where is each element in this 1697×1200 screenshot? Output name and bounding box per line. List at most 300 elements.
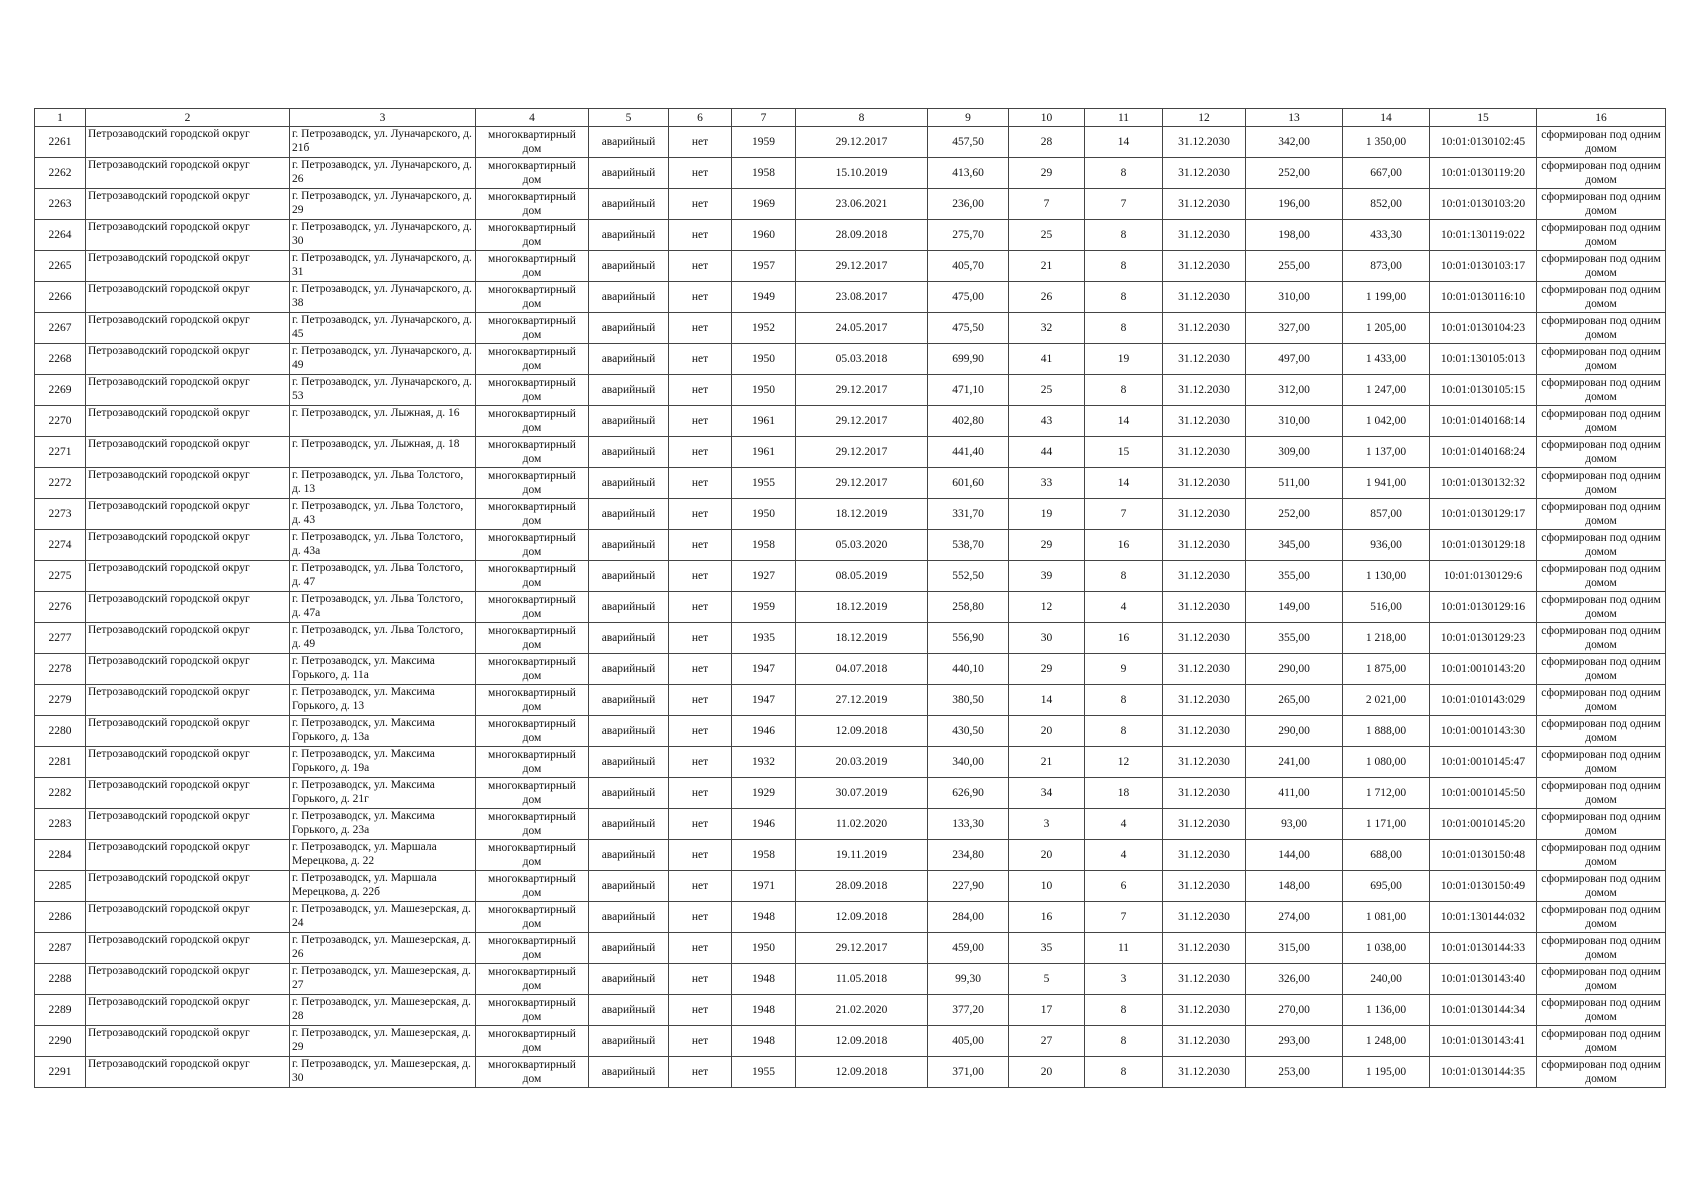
table-cell-col-9: 405,70 <box>928 251 1009 282</box>
table-cell-col-8: 12.09.2018 <box>796 1057 928 1088</box>
table-cell-col-1: 2283 <box>35 809 86 840</box>
table-cell-col-6: нет <box>669 313 732 344</box>
table-cell-col-8: 29.12.2017 <box>796 933 928 964</box>
table-cell-col-2: Петрозаводский городской округ <box>86 220 290 251</box>
table-cell-col-10: 14 <box>1009 685 1085 716</box>
table-cell-col-9: 430,50 <box>928 716 1009 747</box>
table-cell-col-8: 27.12.2019 <box>796 685 928 716</box>
table-cell-col-14: 2 021,00 <box>1343 685 1430 716</box>
table-cell-col-1: 2277 <box>35 623 86 654</box>
table-cell-col-6: нет <box>669 499 732 530</box>
table-cell-col-13: 497,00 <box>1246 344 1343 375</box>
table-cell-col-4: многоквартирный дом <box>476 747 589 778</box>
table-cell-col-16: сформирован под одним домом <box>1537 220 1666 251</box>
table-cell-col-4: многоквартирный дом <box>476 282 589 313</box>
table-cell-col-9: 331,70 <box>928 499 1009 530</box>
table-cell-col-3: г. Петрозаводск, ул. Луначарского, д. 29 <box>290 189 476 220</box>
column-header-3: 3 <box>290 109 476 127</box>
table-cell-col-14: 1 433,00 <box>1343 344 1430 375</box>
column-header-13: 13 <box>1246 109 1343 127</box>
table-cell-col-12: 31.12.2030 <box>1163 561 1246 592</box>
table-cell-col-13: 270,00 <box>1246 995 1343 1026</box>
table-cell-col-13: 196,00 <box>1246 189 1343 220</box>
table-cell-col-8: 21.02.2020 <box>796 995 928 1026</box>
table-cell-col-16: сформирован под одним домом <box>1537 499 1666 530</box>
table-cell-col-1: 2284 <box>35 840 86 871</box>
table-cell-col-5: аварийный <box>589 468 669 499</box>
table-cell-col-14: 695,00 <box>1343 871 1430 902</box>
table-cell-col-5: аварийный <box>589 530 669 561</box>
table-cell-col-3: г. Петрозаводск, ул. Луначарского, д. 26 <box>290 158 476 189</box>
table-cell-col-13: 255,00 <box>1246 251 1343 282</box>
table-cell-col-11: 8 <box>1085 995 1163 1026</box>
table-cell-col-11: 16 <box>1085 530 1163 561</box>
table-cell-col-3: г. Петрозаводск, ул. Льва Толстого, д. 47 <box>290 561 476 592</box>
table-cell-col-2: Петрозаводский городской округ <box>86 716 290 747</box>
table-cell-col-10: 29 <box>1009 158 1085 189</box>
table-cell-col-1: 2276 <box>35 592 86 623</box>
table-cell-col-8: 29.12.2017 <box>796 375 928 406</box>
table-cell-col-2: Петрозаводский городской округ <box>86 530 290 561</box>
table-cell-col-10: 7 <box>1009 189 1085 220</box>
table-cell-col-1: 2264 <box>35 220 86 251</box>
table-cell-col-10: 26 <box>1009 282 1085 313</box>
table-cell-col-12: 31.12.2030 <box>1163 809 1246 840</box>
table-cell-col-5: аварийный <box>589 654 669 685</box>
table-cell-col-15: 10:01:0140168:14 <box>1430 406 1537 437</box>
table-cell-col-12: 31.12.2030 <box>1163 685 1246 716</box>
table-cell-col-15: 10:01:0130129:16 <box>1430 592 1537 623</box>
table-cell-col-1: 2286 <box>35 902 86 933</box>
table-cell-col-15: 10:01:0130103:20 <box>1430 189 1537 220</box>
table-cell-col-1: 2280 <box>35 716 86 747</box>
table-cell-col-16: сформирован под одним домом <box>1537 127 1666 158</box>
table-body <box>35 127 1666 1088</box>
table-cell-col-13: 252,00 <box>1246 158 1343 189</box>
table-cell-col-4: многоквартирный дом <box>476 251 589 282</box>
table-cell-col-12: 31.12.2030 <box>1163 840 1246 871</box>
table-cell-col-3: г. Петрозаводск, ул. Лыжная, д. 18 <box>290 437 476 468</box>
table-row <box>35 716 1666 747</box>
table-cell-col-13: 355,00 <box>1246 623 1343 654</box>
column-header-11: 11 <box>1085 109 1163 127</box>
table-cell-col-3: г. Петрозаводск, ул. Маршала Мерецкова, д. 22б <box>290 871 476 902</box>
table-cell-col-14: 1 712,00 <box>1343 778 1430 809</box>
table-cell-col-6: нет <box>669 127 732 158</box>
table-cell-col-14: 1 042,00 <box>1343 406 1430 437</box>
table-cell-col-12: 31.12.2030 <box>1163 158 1246 189</box>
table-cell-col-9: 99,30 <box>928 964 1009 995</box>
table-cell-col-11: 9 <box>1085 654 1163 685</box>
table-cell-col-16: сформирован под одним домом <box>1537 561 1666 592</box>
table-cell-col-15: 10:01:0130104:23 <box>1430 313 1537 344</box>
table-cell-col-2: Петрозаводский городской округ <box>86 344 290 375</box>
table-cell-col-7: 1947 <box>732 654 796 685</box>
table-cell-col-15: 10:01:0130105:15 <box>1430 375 1537 406</box>
table-cell-col-5: аварийный <box>589 158 669 189</box>
table-cell-col-9: 275,70 <box>928 220 1009 251</box>
table-cell-col-12: 31.12.2030 <box>1163 468 1246 499</box>
table-cell-col-15: 10:01:0130102:45 <box>1430 127 1537 158</box>
table-cell-col-8: 24.05.2017 <box>796 313 928 344</box>
table-cell-col-13: 265,00 <box>1246 685 1343 716</box>
table-cell-col-4: многоквартирный дом <box>476 468 589 499</box>
table-cell-col-9: 258,80 <box>928 592 1009 623</box>
table-cell-col-13: 315,00 <box>1246 933 1343 964</box>
table-cell-col-7: 1952 <box>732 313 796 344</box>
table-cell-col-2: Петрозаводский городской округ <box>86 1026 290 1057</box>
table-row <box>35 654 1666 685</box>
table-cell-col-4: многоквартирный дом <box>476 437 589 468</box>
table-cell-col-10: 29 <box>1009 654 1085 685</box>
table-cell-col-3: г. Петрозаводск, ул. Луначарского, д. 31 <box>290 251 476 282</box>
table-cell-col-4: многоквартирный дом <box>476 499 589 530</box>
table-row <box>35 809 1666 840</box>
table-cell-col-2: Петрозаводский городской округ <box>86 685 290 716</box>
table-row <box>35 499 1666 530</box>
table-cell-col-16: сформирован под одним домом <box>1537 902 1666 933</box>
table-cell-col-6: нет <box>669 747 732 778</box>
table-cell-col-6: нет <box>669 530 732 561</box>
table-cell-col-9: 440,10 <box>928 654 1009 685</box>
table-row <box>35 902 1666 933</box>
table-cell-col-13: 93,00 <box>1246 809 1343 840</box>
table-cell-col-14: 667,00 <box>1343 158 1430 189</box>
table-cell-col-12: 31.12.2030 <box>1163 747 1246 778</box>
table-cell-col-13: 148,00 <box>1246 871 1343 902</box>
table-cell-col-10: 12 <box>1009 592 1085 623</box>
table-cell-col-9: 556,90 <box>928 623 1009 654</box>
table-cell-col-13: 326,00 <box>1246 964 1343 995</box>
table-cell-col-7: 1950 <box>732 499 796 530</box>
table-cell-col-5: аварийный <box>589 127 669 158</box>
table-cell-col-1: 2267 <box>35 313 86 344</box>
table-cell-col-7: 1959 <box>732 127 796 158</box>
table-cell-col-9: 441,40 <box>928 437 1009 468</box>
table-cell-col-8: 18.12.2019 <box>796 623 928 654</box>
table-cell-col-2: Петрозаводский городской округ <box>86 840 290 871</box>
table-cell-col-9: 471,10 <box>928 375 1009 406</box>
table-row <box>35 623 1666 654</box>
table-cell-col-2: Петрозаводский городской округ <box>86 127 290 158</box>
table-cell-col-8: 12.09.2018 <box>796 1026 928 1057</box>
table-cell-col-12: 31.12.2030 <box>1163 313 1246 344</box>
column-header-2: 2 <box>86 109 290 127</box>
table-cell-col-16: сформирован под одним домом <box>1537 189 1666 220</box>
table-row <box>35 871 1666 902</box>
table-cell-col-4: многоквартирный дом <box>476 685 589 716</box>
table-cell-col-16: сформирован под одним домом <box>1537 685 1666 716</box>
table-cell-col-3: г. Петрозаводск, ул. Машезерская, д. 28 <box>290 995 476 1026</box>
table-cell-col-6: нет <box>669 375 732 406</box>
table-cell-col-9: 227,90 <box>928 871 1009 902</box>
table-row <box>35 592 1666 623</box>
table-cell-col-7: 1960 <box>732 220 796 251</box>
table-cell-col-1: 2274 <box>35 530 86 561</box>
table-cell-col-8: 20.03.2019 <box>796 747 928 778</box>
table-cell-col-7: 1955 <box>732 468 796 499</box>
table-cell-col-13: 290,00 <box>1246 716 1343 747</box>
table-cell-col-4: многоквартирный дом <box>476 778 589 809</box>
table-cell-col-7: 1955 <box>732 1057 796 1088</box>
table-cell-col-11: 16 <box>1085 623 1163 654</box>
table-cell-col-6: нет <box>669 561 732 592</box>
table-cell-col-8: 08.05.2019 <box>796 561 928 592</box>
table-cell-col-7: 1929 <box>732 778 796 809</box>
table-cell-col-16: сформирован под одним домом <box>1537 1026 1666 1057</box>
table-cell-col-11: 18 <box>1085 778 1163 809</box>
table-cell-col-12: 31.12.2030 <box>1163 530 1246 561</box>
table-cell-col-4: многоквартирный дом <box>476 933 589 964</box>
table-cell-col-5: аварийный <box>589 716 669 747</box>
table-cell-col-12: 31.12.2030 <box>1163 1057 1246 1088</box>
table-cell-col-11: 3 <box>1085 964 1163 995</box>
table-cell-col-16: сформирован под одним домом <box>1537 747 1666 778</box>
table-cell-col-13: 411,00 <box>1246 778 1343 809</box>
column-header-1: 1 <box>35 109 86 127</box>
table-cell-col-15: 10:01:0140168:24 <box>1430 437 1537 468</box>
table-row <box>35 158 1666 189</box>
table-cell-col-1: 2262 <box>35 158 86 189</box>
table-cell-col-3: г. Петрозаводск, ул. Луначарского, д. 30 <box>290 220 476 251</box>
table-cell-col-11: 14 <box>1085 127 1163 158</box>
table-row <box>35 344 1666 375</box>
table-cell-col-10: 43 <box>1009 406 1085 437</box>
table-cell-col-2: Петрозаводский городской округ <box>86 1057 290 1088</box>
table-cell-col-5: аварийный <box>589 437 669 468</box>
table-cell-col-11: 8 <box>1085 561 1163 592</box>
table-cell-col-16: сформирован под одним домом <box>1537 654 1666 685</box>
table-cell-col-1: 2270 <box>35 406 86 437</box>
table-cell-col-12: 31.12.2030 <box>1163 964 1246 995</box>
table-cell-col-5: аварийный <box>589 902 669 933</box>
table-cell-col-12: 31.12.2030 <box>1163 623 1246 654</box>
table-cell-col-5: аварийный <box>589 592 669 623</box>
table-cell-col-12: 31.12.2030 <box>1163 902 1246 933</box>
table-cell-col-1: 2287 <box>35 933 86 964</box>
table-cell-col-16: сформирован под одним домом <box>1537 778 1666 809</box>
table-cell-col-7: 1948 <box>732 964 796 995</box>
table-cell-col-6: нет <box>669 716 732 747</box>
table-cell-col-11: 8 <box>1085 313 1163 344</box>
table-cell-col-15: 10:01:0130132:32 <box>1430 468 1537 499</box>
table-cell-col-13: 252,00 <box>1246 499 1343 530</box>
table-cell-col-6: нет <box>669 282 732 313</box>
table-cell-col-4: многоквартирный дом <box>476 995 589 1026</box>
table-cell-col-14: 1 205,00 <box>1343 313 1430 344</box>
table-row <box>35 778 1666 809</box>
table-cell-col-3: г. Петрозаводск, ул. Луначарского, д. 53 <box>290 375 476 406</box>
table-cell-col-7: 1958 <box>732 530 796 561</box>
table-cell-col-8: 29.12.2017 <box>796 437 928 468</box>
table-cell-col-15: 10:01:0130129:17 <box>1430 499 1537 530</box>
table-cell-col-10: 17 <box>1009 995 1085 1026</box>
column-header-6: 6 <box>669 109 732 127</box>
table-cell-col-16: сформирован под одним домом <box>1537 437 1666 468</box>
table-cell-col-3: г. Петрозаводск, ул. Максима Горького, д. 19а <box>290 747 476 778</box>
table-cell-col-10: 41 <box>1009 344 1085 375</box>
table-cell-col-11: 7 <box>1085 189 1163 220</box>
table-cell-col-13: 290,00 <box>1246 654 1343 685</box>
table-cell-col-12: 31.12.2030 <box>1163 592 1246 623</box>
table-cell-col-5: аварийный <box>589 840 669 871</box>
table-row <box>35 964 1666 995</box>
table-cell-col-7: 1948 <box>732 995 796 1026</box>
table-cell-col-8: 04.07.2018 <box>796 654 928 685</box>
table-cell-col-11: 4 <box>1085 809 1163 840</box>
table-cell-col-6: нет <box>669 1057 732 1088</box>
table-cell-col-4: многоквартирный дом <box>476 375 589 406</box>
table-cell-col-12: 31.12.2030 <box>1163 437 1246 468</box>
table-cell-col-16: сформирован под одним домом <box>1537 840 1666 871</box>
table-cell-col-5: аварийный <box>589 623 669 654</box>
table-cell-col-7: 1959 <box>732 592 796 623</box>
table-cell-col-11: 7 <box>1085 902 1163 933</box>
table-cell-col-13: 293,00 <box>1246 1026 1343 1057</box>
table-cell-col-8: 05.03.2020 <box>796 530 928 561</box>
table-cell-col-7: 1971 <box>732 871 796 902</box>
table-cell-col-7: 1946 <box>732 809 796 840</box>
table-cell-col-3: г. Петрозаводск, ул. Лыжная, д. 16 <box>290 406 476 437</box>
table-cell-col-7: 1957 <box>732 251 796 282</box>
table-cell-col-5: аварийный <box>589 189 669 220</box>
table-cell-col-4: многоквартирный дом <box>476 1057 589 1088</box>
table-cell-col-5: аварийный <box>589 499 669 530</box>
table-cell-col-5: аварийный <box>589 995 669 1026</box>
table-cell-col-16: сформирован под одним домом <box>1537 530 1666 561</box>
table-row <box>35 747 1666 778</box>
column-header-10: 10 <box>1009 109 1085 127</box>
table-row <box>35 313 1666 344</box>
table-cell-col-2: Петрозаводский городской округ <box>86 747 290 778</box>
table-cell-col-13: 511,00 <box>1246 468 1343 499</box>
table-cell-col-2: Петрозаводский городской округ <box>86 623 290 654</box>
table-cell-col-1: 2282 <box>35 778 86 809</box>
table-cell-col-3: г. Петрозаводск, ул. Максима Горького, д. 21г <box>290 778 476 809</box>
column-header-14: 14 <box>1343 109 1430 127</box>
table-cell-col-16: сформирован под одним домом <box>1537 375 1666 406</box>
table-cell-col-3: г. Петрозаводск, ул. Луначарского, д. 45 <box>290 313 476 344</box>
table-cell-col-6: нет <box>669 220 732 251</box>
table-cell-col-2: Петрозаводский городской округ <box>86 964 290 995</box>
table-cell-col-4: многоквартирный дом <box>476 716 589 747</box>
table-cell-col-13: 309,00 <box>1246 437 1343 468</box>
table-cell-col-3: г. Петрозаводск, ул. Льва Толстого, д. 49 <box>290 623 476 654</box>
table-cell-col-11: 12 <box>1085 747 1163 778</box>
table-cell-col-15: 10:01:130119:022 <box>1430 220 1537 251</box>
table-cell-col-12: 31.12.2030 <box>1163 1026 1246 1057</box>
column-header-12: 12 <box>1163 109 1246 127</box>
table-row <box>35 561 1666 592</box>
table-cell-col-4: многоквартирный дом <box>476 344 589 375</box>
table-cell-col-5: аварийный <box>589 282 669 313</box>
table-row <box>35 685 1666 716</box>
table-cell-col-1: 2281 <box>35 747 86 778</box>
table-cell-col-6: нет <box>669 964 732 995</box>
table-cell-col-13: 312,00 <box>1246 375 1343 406</box>
table-cell-col-9: 475,50 <box>928 313 1009 344</box>
table-cell-col-12: 31.12.2030 <box>1163 251 1246 282</box>
table-cell-col-3: г. Петрозаводск, ул. Луначарского, д. 21б <box>290 127 476 158</box>
table-cell-col-4: многоквартирный дом <box>476 623 589 654</box>
table-cell-col-12: 31.12.2030 <box>1163 778 1246 809</box>
table-cell-col-10: 20 <box>1009 1057 1085 1088</box>
table-cell-col-13: 149,00 <box>1246 592 1343 623</box>
table-cell-col-5: аварийный <box>589 220 669 251</box>
table-cell-col-8: 12.09.2018 <box>796 902 928 933</box>
table-cell-col-4: многоквартирный дом <box>476 220 589 251</box>
table-cell-col-6: нет <box>669 995 732 1026</box>
table-cell-col-11: 8 <box>1085 1057 1163 1088</box>
table-cell-col-10: 35 <box>1009 933 1085 964</box>
table-cell-col-14: 1 130,00 <box>1343 561 1430 592</box>
table-cell-col-9: 380,50 <box>928 685 1009 716</box>
table-cell-col-11: 4 <box>1085 592 1163 623</box>
table-cell-col-14: 240,00 <box>1343 964 1430 995</box>
table-cell-col-8: 29.12.2017 <box>796 406 928 437</box>
table-header <box>35 109 1666 127</box>
table-row <box>35 840 1666 871</box>
table-cell-col-8: 11.02.2020 <box>796 809 928 840</box>
table-cell-col-7: 1932 <box>732 747 796 778</box>
table-cell-col-3: г. Петрозаводск, ул. Луначарского, д. 38 <box>290 282 476 313</box>
table-cell-col-14: 1 247,00 <box>1343 375 1430 406</box>
table-cell-col-7: 1950 <box>732 344 796 375</box>
table-cell-col-1: 2269 <box>35 375 86 406</box>
table-cell-col-16: сформирован под одним домом <box>1537 716 1666 747</box>
table-cell-col-11: 4 <box>1085 840 1163 871</box>
table-cell-col-1: 2268 <box>35 344 86 375</box>
table-cell-col-2: Петрозаводский городской округ <box>86 561 290 592</box>
table-row <box>35 127 1666 158</box>
table-cell-col-8: 29.12.2017 <box>796 468 928 499</box>
table-cell-col-14: 1 081,00 <box>1343 902 1430 933</box>
table-cell-col-8: 23.08.2017 <box>796 282 928 313</box>
table-cell-col-10: 33 <box>1009 468 1085 499</box>
table-cell-col-6: нет <box>669 344 732 375</box>
table-cell-col-8: 12.09.2018 <box>796 716 928 747</box>
table-cell-col-13: 274,00 <box>1246 902 1343 933</box>
column-header-15: 15 <box>1430 109 1537 127</box>
table-cell-col-7: 1935 <box>732 623 796 654</box>
table-cell-col-5: аварийный <box>589 747 669 778</box>
table-cell-col-13: 345,00 <box>1246 530 1343 561</box>
table-row <box>35 189 1666 220</box>
column-header-7: 7 <box>732 109 796 127</box>
table-cell-col-9: 377,20 <box>928 995 1009 1026</box>
table-cell-col-11: 14 <box>1085 468 1163 499</box>
table-cell-col-10: 10 <box>1009 871 1085 902</box>
table-cell-col-10: 30 <box>1009 623 1085 654</box>
table-cell-col-7: 1958 <box>732 158 796 189</box>
table-cell-col-7: 1927 <box>732 561 796 592</box>
table-cell-col-6: нет <box>669 468 732 499</box>
table-cell-col-7: 1961 <box>732 437 796 468</box>
table-cell-col-10: 5 <box>1009 964 1085 995</box>
table-cell-col-11: 15 <box>1085 437 1163 468</box>
table-cell-col-9: 601,60 <box>928 468 1009 499</box>
table-cell-col-5: аварийный <box>589 778 669 809</box>
table-cell-col-9: 371,00 <box>928 1057 1009 1088</box>
table-cell-col-8: 23.06.2021 <box>796 189 928 220</box>
table-cell-col-15: 10:01:0010145:50 <box>1430 778 1537 809</box>
table-cell-col-5: аварийный <box>589 1057 669 1088</box>
table-cell-col-2: Петрозаводский городской округ <box>86 189 290 220</box>
table-row <box>35 1057 1666 1088</box>
table-cell-col-16: сформирован под одним домом <box>1537 158 1666 189</box>
table-cell-col-2: Петрозаводский городской округ <box>86 437 290 468</box>
table-cell-col-2: Петрозаводский городской округ <box>86 778 290 809</box>
